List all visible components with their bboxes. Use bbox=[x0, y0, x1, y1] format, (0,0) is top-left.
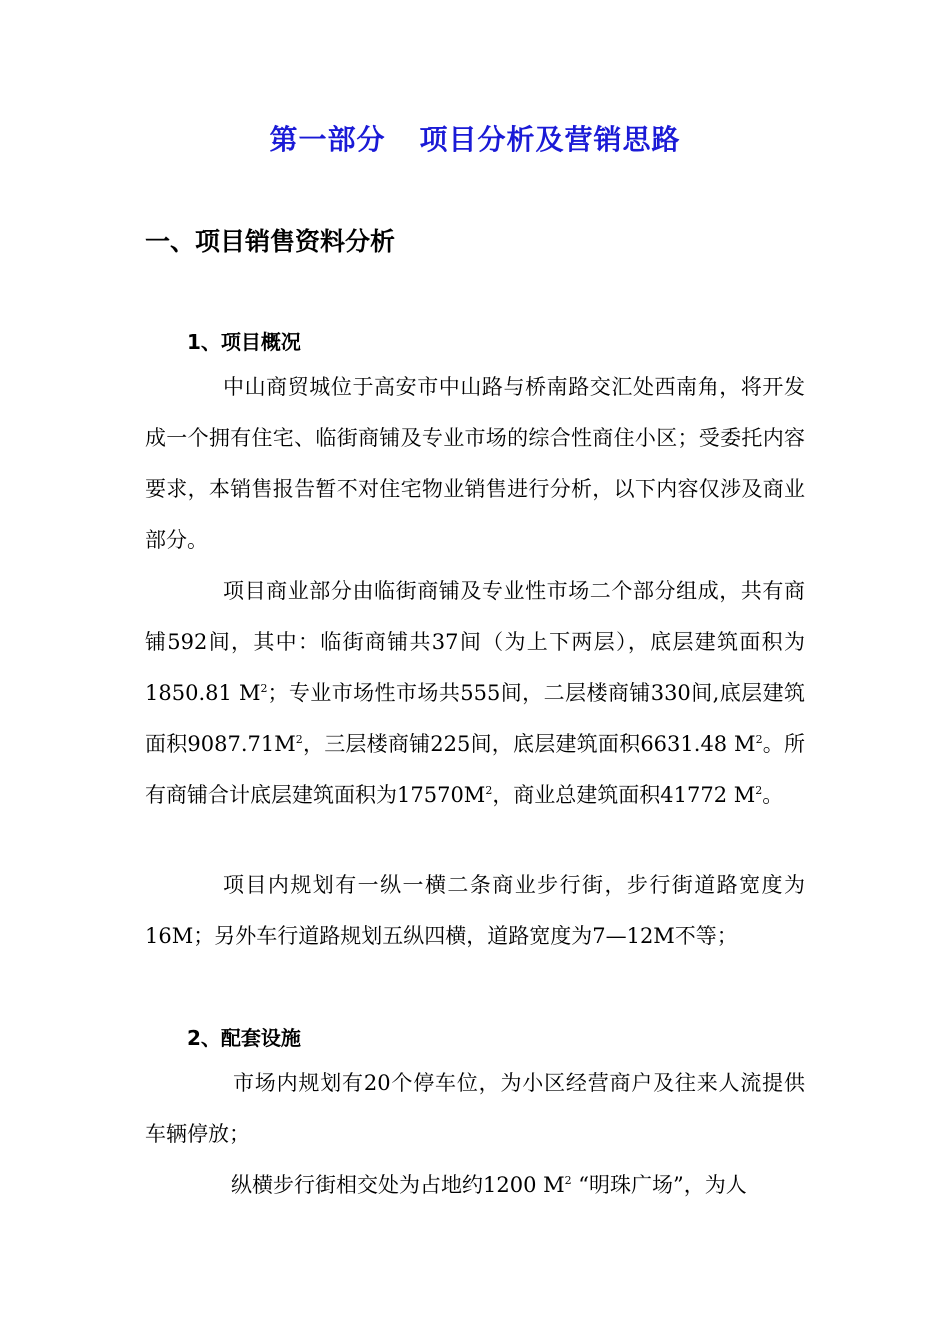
paragraph-facilities-1: 市场内规划有20个停车位，为小区经营商户及往来人流提供车辆停放； bbox=[145, 1071, 805, 1146]
paragraph-facilities-2: 纵横步行街相交处为占地约1200 $M^2$ “明珠广场”，为人 bbox=[231, 1173, 747, 1197]
page-title bbox=[0, 118, 950, 158]
paragraph-overview-2: 项目商业部分由临街商铺及专业性市场二个部分组成，共有商铺592间，其中：临街商铺共37间（为上下两层），底层建筑面积为1850.81 $M^2$；专业市场性市场共555间，二层楼商铺330间,底层建筑面积$9087.71M^2$，三层楼商铺225间，底层建筑面积6631.48 $M^2$。所有商铺合计底层建筑面积为$17570M^2$，商业总建筑面积41772 $M^2$。 bbox=[145, 579, 805, 807]
paragraph-overview-1: 中山商贸城位于高安市中山路与桥南路交汇处西南角，将开发成一个拥有住宅、临街商铺及专业市场的综合性商住小区；受委托内容要求，本销售报告暂不对住宅物业销售进行分析，以下内容仅涉及商业部分。 bbox=[145, 375, 805, 552]
section-heading-1: 一、项目销售资料分析 bbox=[145, 227, 396, 256]
title-part: 第一部分 bbox=[269, 123, 386, 156]
paragraph-overview-3: 项目内规划有一纵一横二条商业步行街，步行街道路宽度为16M；另外车行道路规划五纵四横，道路宽度为7—12M不等； bbox=[145, 873, 805, 948]
subsection-heading-facilities: 2、配套设施 bbox=[187, 1026, 301, 1050]
subsection-heading-overview: 1、项目概况 bbox=[187, 330, 301, 354]
title-name: 项目分析及营销思路 bbox=[419, 123, 681, 156]
